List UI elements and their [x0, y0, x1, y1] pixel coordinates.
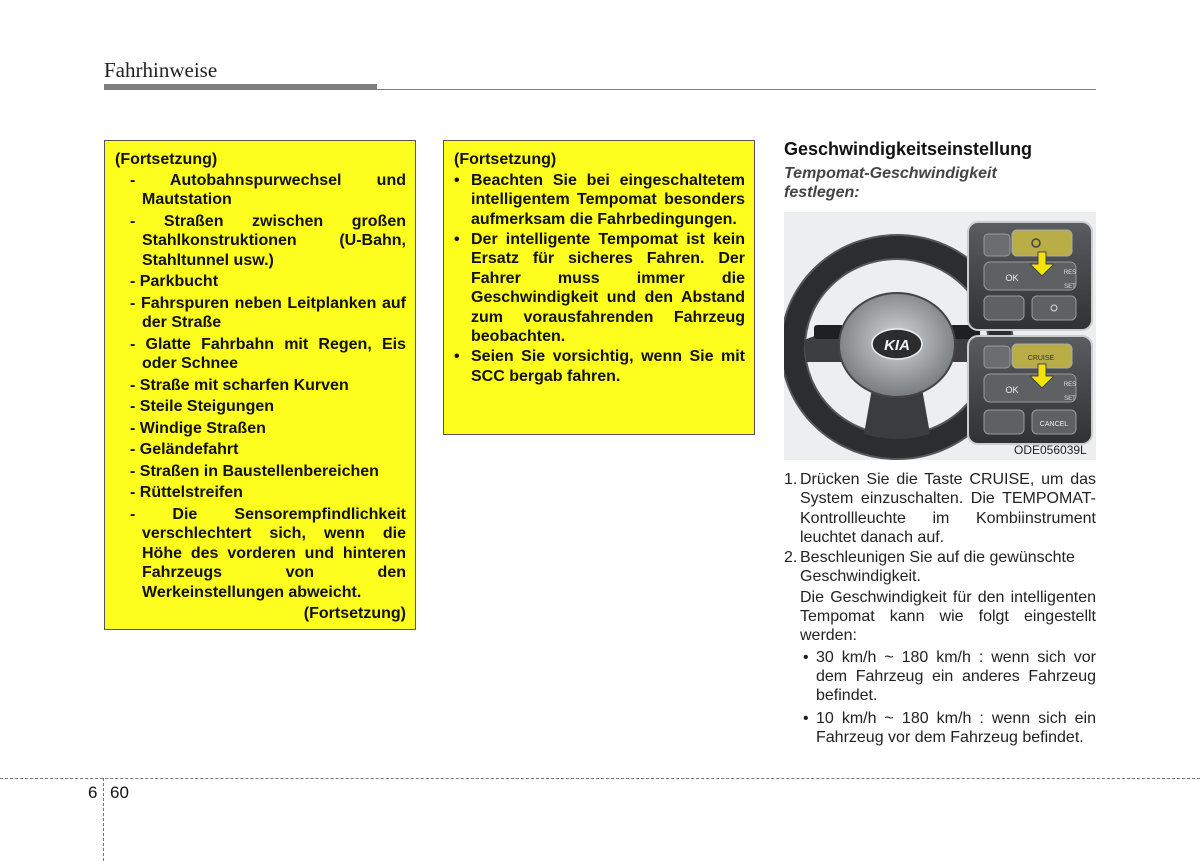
step-text: Drücken Sie die Taste CRUISE, um das System einzuschalten. Die TEMPOMAT-Kontrollleuchte im Kombiinstrument leuchtet danach auf.: [800, 471, 1096, 546]
warning-right-item-text: Der intelligente Tempomat ist kein Ersatz für sicheres Fahren. Der Fahrer muss immer die Geschwindigkeit und den Abstand zum vorausfahrenden Fahrzeug beobachten.: [471, 230, 745, 345]
warning-right-item: [454, 347, 745, 386]
warning-left-footer: (Fortsetzung): [303, 605, 406, 622]
panel-top-res: RES: [1063, 270, 1077, 276]
warning-left-item: - Die Sensorempfindlichkeit verschlechtert sich, wenn die Höhe des vorderen und hinteren Fahrzeugs von den Werkeinstellungen abweicht.: [130, 505, 406, 601]
speed-range-item: [784, 709, 1096, 748]
warning-left-item: - Straße mit scharfen Kurven: [130, 376, 349, 394]
panel-cruise-label: CRUISE: [1027, 355, 1055, 362]
step-item: [784, 470, 1096, 547]
panel-bottom-ok: OK: [1005, 385, 1019, 395]
footer-divider: [0, 778, 1200, 779]
warning-box-right: [443, 140, 755, 435]
warning-right-heading: (Fortsetzung): [454, 151, 557, 168]
steering-control-panel-bottom: [968, 336, 1092, 444]
header-title: Fahrhinweise: [104, 58, 218, 82]
warning-left-item: - Rüttelstreifen: [130, 484, 243, 501]
section-subtitle: Tempomat-Geschwindigkeit festlegen:: [784, 165, 997, 201]
chapter-number: 6: [88, 783, 98, 802]
panel-bottom-set: SET: [1064, 396, 1076, 402]
figure-caption: ODE056039L: [1014, 443, 1087, 457]
panel-top-ok: OK: [1005, 273, 1019, 283]
warning-left-item: - Fahrspuren neben Leitplanken auf der Straße: [130, 294, 406, 331]
speed-range-item: [784, 648, 1096, 706]
warning-left-item: - Windige Straßen: [130, 419, 266, 437]
warning-right-item: [454, 171, 745, 230]
steering-control-panel-top: [968, 222, 1092, 330]
kia-logo: KIA: [884, 337, 910, 354]
bullet-marker: •: [454, 348, 460, 365]
step-number: 1.: [784, 471, 798, 488]
warning-right-item: [454, 230, 745, 347]
bullet-marker: •: [803, 709, 809, 727]
panel-bottom-res: RES: [1063, 382, 1077, 388]
step-item: [784, 548, 1096, 587]
header-rule-thin: [377, 89, 1096, 90]
step-paragraph: Die Geschwindigkeit für den intelligenten Tempomat kann wie folgt eingestellt werden:: [800, 588, 1096, 645]
warning-box-left: [104, 140, 416, 630]
warning-left-item: - Glatte Fahrbahn mit Regen, Eis oder Schnee: [130, 335, 406, 372]
steering-wheel-illustration: [784, 212, 1096, 460]
header-rule-thick: [104, 84, 377, 90]
warning-left-item: - Steile Steigungen: [130, 398, 275, 415]
warning-left-heading: (Fortsetzung): [115, 151, 218, 168]
warning-left-item: - Parkbucht: [130, 273, 219, 290]
speed-range-text: 30 km/h ~ 180 km/h : wenn sich vor dem Fahrzeug ein anderes Fahrzeug befindet.: [816, 648, 1096, 705]
bullet-marker: •: [803, 648, 809, 666]
bullet-marker: •: [454, 171, 460, 189]
warning-right-item-text: Seien Sie vorsichtig, wenn Sie mit SCC bergab fahren.: [471, 348, 745, 385]
warning-left-item: - Autobahnspurwechsel und Mautstation: [130, 171, 406, 208]
steering-wheel-figure: [784, 212, 1096, 460]
bullet-marker: •: [454, 230, 460, 248]
warning-right-item-text: Beachten Sie bei eingeschaltetem intelligentem Tempomat besonders aufmerksam die Fahrbedingungen.: [471, 171, 745, 228]
section-title: Geschwindigkeitseinstellung: [784, 139, 1033, 159]
footer-vertical-divider: [103, 778, 104, 861]
warning-left-item: - Geländefahrt: [130, 441, 239, 458]
page-number: 60: [110, 783, 129, 802]
warning-left-item: - Straßen in Baustellenbereichen: [130, 462, 379, 480]
warning-left-item: - Straßen zwischen großen Stahlkonstruktionen (U-Bahn, Stahltunnel usw.): [130, 212, 406, 269]
speed-range-text: 10 km/h ~ 180 km/h : wenn sich ein Fahrzeug vor dem Fahrzeug befindet.: [816, 709, 1096, 746]
instructions: [784, 470, 1096, 750]
panel-cancel-label: CANCEL: [1039, 421, 1069, 428]
panel-top-set: SET: [1064, 284, 1076, 290]
step-text: Beschleunigen Sie auf die gewünschte Geschwindigkeit.: [800, 549, 1075, 586]
step-number: 2.: [784, 549, 798, 567]
